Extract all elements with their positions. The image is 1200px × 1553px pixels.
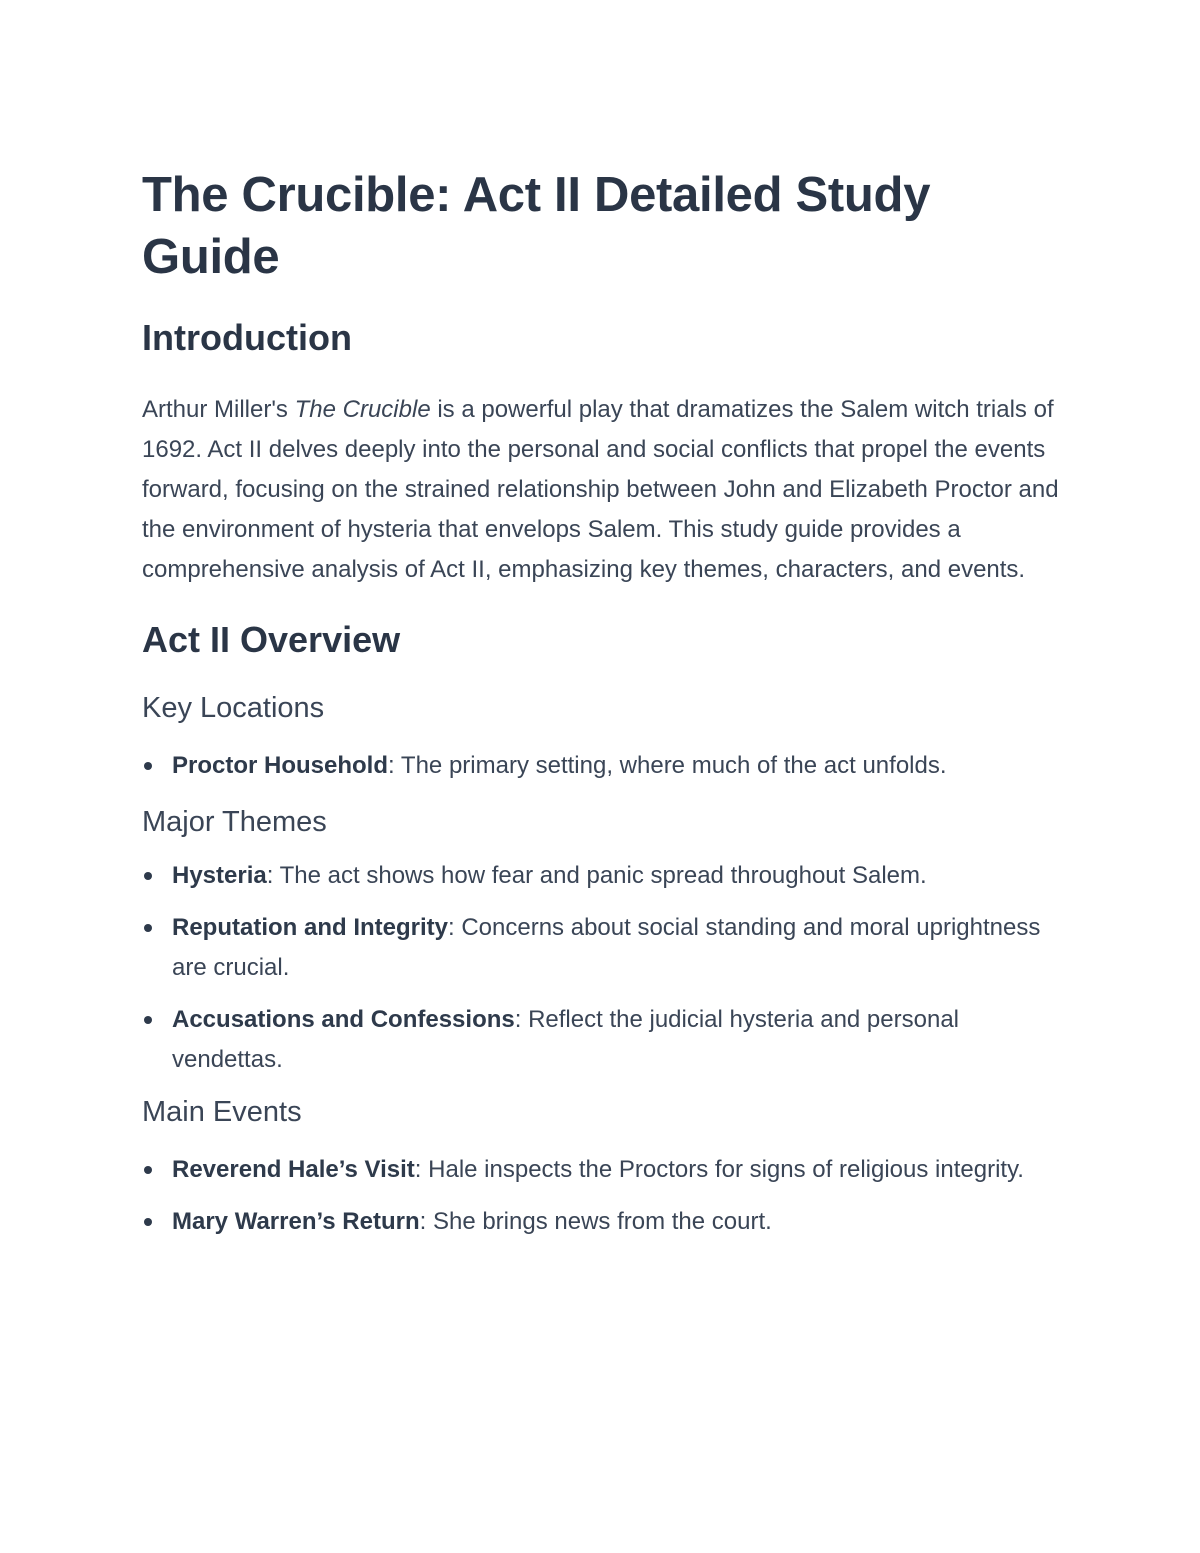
introduction-paragraph [142,390,1062,590]
intro-text-rest: is a powerful play that dramatizes the Salem witch trials of 1692. Act II delves deeply into the personal and social conflicts that propel the events forward, focusing on the strained relationship between John and Elizabeth Proctor and the environment of hysteria that envelops Salem. This study guide provides a comprehensive analysis of Act II, emphasizing key themes, characters, and events. [142,396,1059,583]
list-item-desc: : Reflect the judicial hysteria and personal vendettas. [172,1006,959,1073]
list-item-desc: : Concerns about social standing and moral uprightness are crucial. [172,914,1041,981]
list-item-desc: : The primary setting, where much of the act unfolds. [388,752,947,779]
list-item [142,1202,1062,1242]
bullet-icon [144,1166,152,1174]
list-item-term: Proctor Household [172,752,389,779]
major-themes-list [142,856,1062,1080]
major-themes-heading: Major Themes [142,806,327,838]
bullet-icon [144,1016,152,1024]
list-item [142,1000,1062,1080]
list-item [142,856,1062,896]
main-events-list [142,1150,1062,1242]
introduction-heading: Introduction [142,317,352,358]
list-item-term: Accusations and Confessions [172,1006,515,1033]
list-item [142,746,1062,786]
overview-heading: Act II Overview [142,619,401,660]
main-events-heading: Main Events [142,1096,302,1128]
bullet-icon [144,872,152,880]
bullet-icon [144,762,152,770]
key-locations-list [142,746,1062,786]
bullet-icon [144,1218,152,1226]
list-item [142,1150,1062,1190]
document-title: The Crucible: Act II Detailed Study Guide [142,168,931,284]
key-locations-heading: Key Locations [142,692,325,724]
list-item-term: Reputation and Integrity [172,914,448,941]
list-item-term: Hysteria [172,862,267,889]
list-item-term: Reverend Hale’s Visit [172,1156,415,1183]
play-title-italic: The Crucible [294,396,431,423]
list-item-desc: : Hale inspects the Proctors for signs of religious integrity. [414,1156,1024,1183]
intro-text-start: Arthur Miller's [142,396,295,423]
list-item-desc: : She brings news from the court. [419,1208,772,1235]
list-item-desc: : The act shows how fear and panic spread throughout Salem. [266,862,927,889]
list-item-term: Mary Warren’s Return [172,1208,420,1235]
bullet-icon [144,924,152,932]
list-item [142,908,1062,988]
document-page [142,164,1062,1242]
